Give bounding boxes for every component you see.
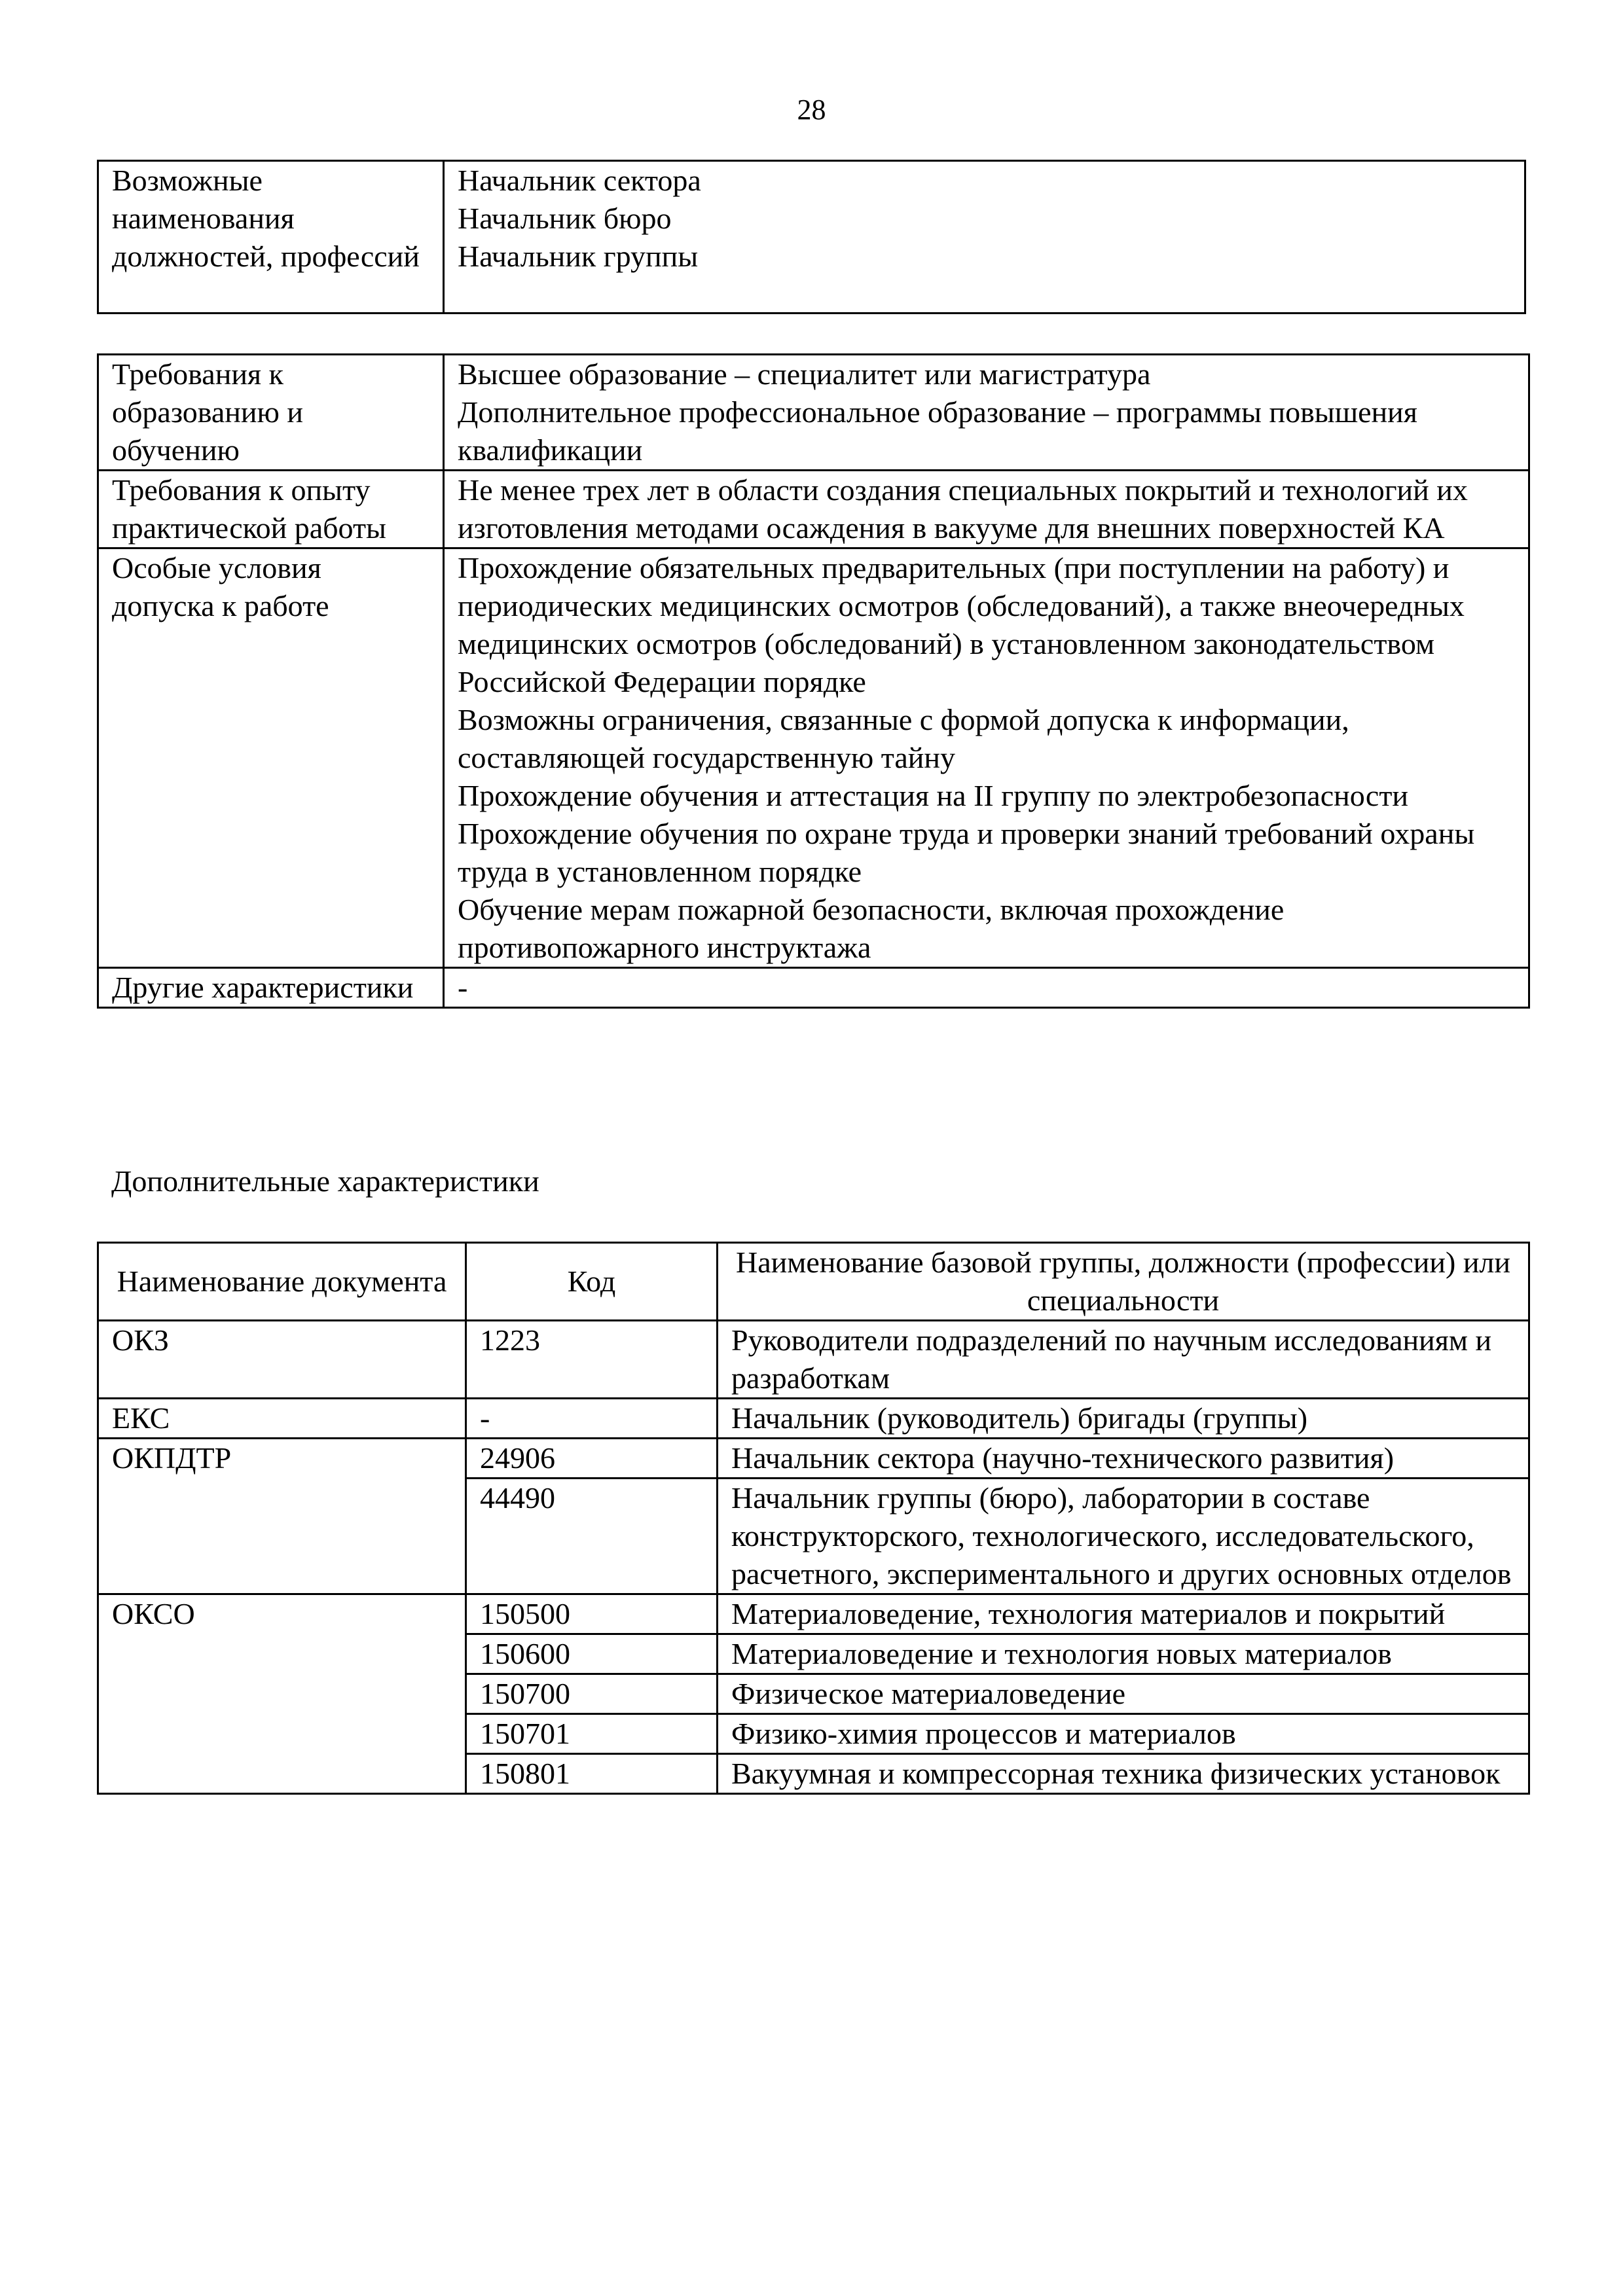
- requirement-line: Возможны ограничения, связанные с формой допуска к информации, составляющей государственную тайну: [458, 703, 1349, 774]
- header-name: Наименование базовой группы, должности (профессии) или специальности: [718, 1243, 1529, 1321]
- requirements-table: [97, 353, 1530, 1009]
- education-requirements: [444, 355, 1529, 471]
- additional-characteristics-table: [97, 1242, 1530, 1795]
- table-row: [98, 1594, 1529, 1634]
- name-cell: Начальник (руководитель) бригады (группы): [718, 1399, 1529, 1439]
- section-heading: Дополнительные характеристики: [111, 1164, 539, 1198]
- position-title: Начальник сектора: [458, 164, 701, 197]
- table-row: [98, 355, 1529, 471]
- position-title: Начальник группы: [458, 240, 699, 273]
- name-cell: Начальник сектора (научно-технического развития): [718, 1439, 1529, 1479]
- requirement-line: Прохождение обучения по охране труда и проверки знаний требований охраны труда в установленном порядке: [458, 817, 1475, 888]
- code-cell: 150701: [466, 1714, 718, 1754]
- experience-requirements: [444, 471, 1529, 548]
- admission-requirements: [444, 548, 1529, 968]
- position-title: Начальник бюро: [458, 202, 672, 235]
- table-row: [98, 1321, 1529, 1399]
- name-cell: Материаловедение и технология новых материалов: [718, 1634, 1529, 1674]
- requirement-line: -: [458, 971, 468, 1004]
- doc-cell: ОКСО: [98, 1594, 466, 1794]
- doc-cell: ОКЗ: [98, 1321, 466, 1399]
- requirement-line: Не менее трех лет в области создания специальных покрытий и технологий их изготовления методами осаждения в вакууме для внешних поверхностей КА: [458, 473, 1468, 545]
- code-cell: 44490: [466, 1479, 718, 1594]
- experience-label: Требования к опыту практической работы: [98, 471, 444, 548]
- requirement-line: Прохождение обязательных предварительных (при поступлении на работу) и периодических медицинских осмотров (обследований), а также внеочередных медицинских осмотров (обследований) в установленном законодательством Российской Федерации порядке: [458, 551, 1465, 698]
- code-cell: -: [466, 1399, 718, 1439]
- code-cell: 150700: [466, 1674, 718, 1714]
- table-row: [98, 1399, 1529, 1439]
- header-code: Код: [466, 1243, 718, 1321]
- doc-cell: ЕКС: [98, 1399, 466, 1439]
- header-document: Наименование документа: [98, 1243, 466, 1321]
- code-cell: 24906: [466, 1439, 718, 1479]
- other-label: Другие характеристики: [98, 968, 444, 1008]
- positions-table: [97, 160, 1526, 314]
- positions-titles: [444, 161, 1525, 314]
- table-row: [98, 548, 1529, 968]
- admission-label: Особые условия допуска к работе: [98, 548, 444, 968]
- table-row: [98, 968, 1529, 1008]
- requirement-line: Высшее образование – специалитет или магистратура: [458, 357, 1151, 391]
- education-label: Требования к образованию и обучению: [98, 355, 444, 471]
- positions-label: Возможные наименования должностей, профессий: [98, 161, 444, 314]
- page-number: 28: [797, 94, 826, 126]
- requirement-line: Дополнительное профессиональное образование – программы повышения квалификации: [458, 395, 1417, 467]
- name-cell: Физико-химия процессов и материалов: [718, 1714, 1529, 1754]
- name-cell: Физическое материаловедение: [718, 1674, 1529, 1714]
- table-row: [98, 471, 1529, 548]
- table-header-row: [98, 1243, 1529, 1321]
- table-row: [98, 1439, 1529, 1479]
- name-cell: Материаловедение, технология материалов и покрытий: [718, 1594, 1529, 1634]
- name-cell: Начальник группы (бюро), лаборатории в составе конструкторского, технологического, исследовательского, расчетного, экспериментального и других основных отделов: [718, 1479, 1529, 1594]
- table-row: [98, 161, 1525, 314]
- code-cell: 150801: [466, 1754, 718, 1794]
- code-cell: 150500: [466, 1594, 718, 1634]
- name-cell: Руководители подразделений по научным исследованиям и разработкам: [718, 1321, 1529, 1399]
- requirement-line: Обучение мерам пожарной безопасности, включая прохождение противопожарного инструктажа: [458, 893, 1285, 964]
- code-cell: 1223: [466, 1321, 718, 1399]
- other-characteristics: [444, 968, 1529, 1008]
- name-cell: Вакуумная и компрессорная техника физических установок: [718, 1754, 1529, 1794]
- doc-cell: ОКПДТР: [98, 1439, 466, 1594]
- requirement-line: Прохождение обучения и аттестация на II группу по электробезопасности: [458, 779, 1409, 812]
- code-cell: 150600: [466, 1634, 718, 1674]
